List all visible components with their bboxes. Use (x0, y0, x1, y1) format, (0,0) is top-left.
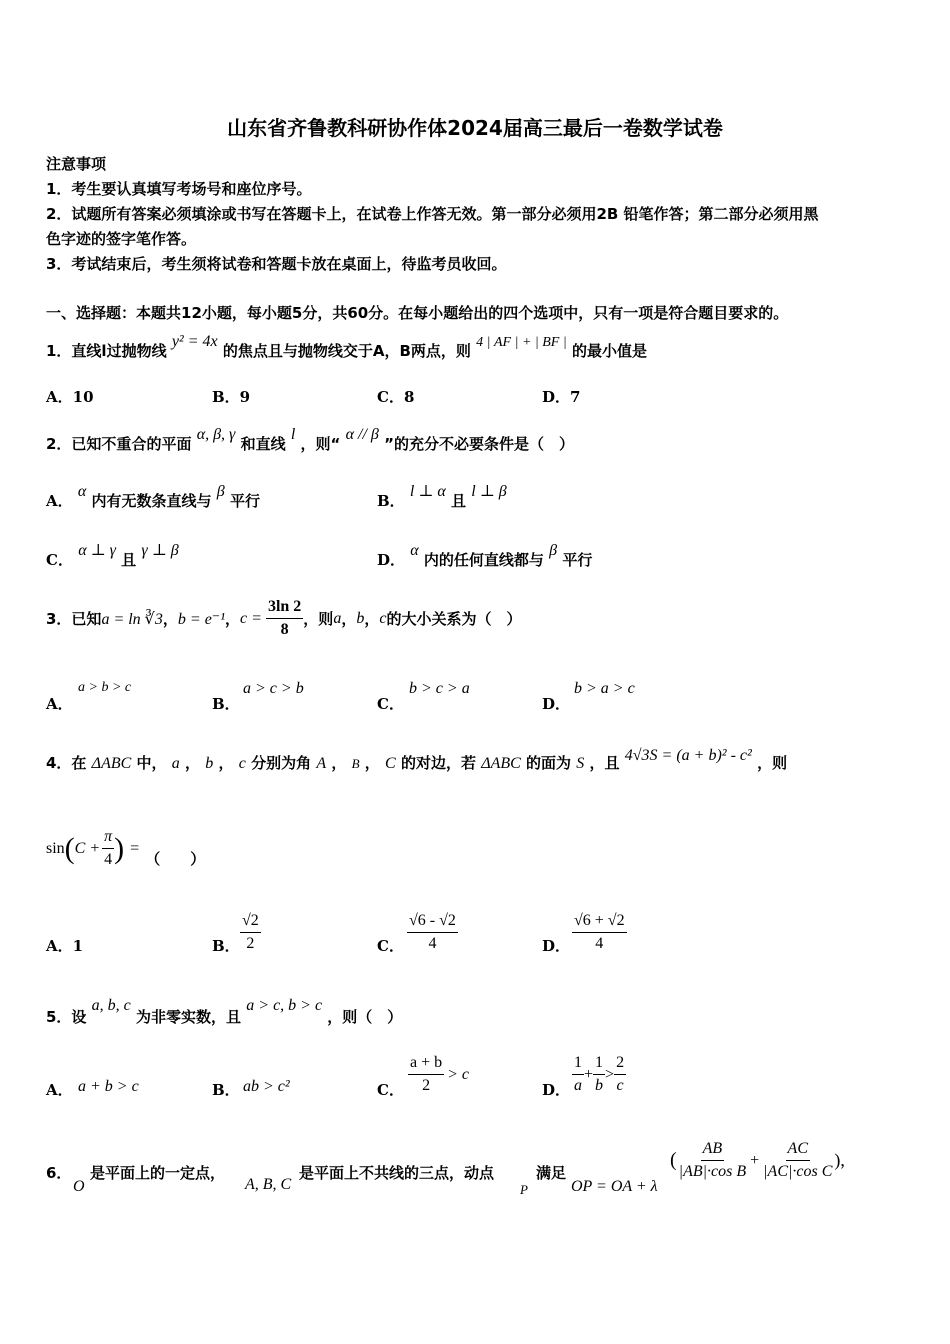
question-5 (46, 997, 403, 1027)
q2-option-a-text: 内有无数条直线与 (91, 492, 212, 510)
q5-d-num-3: 2 (614, 1052, 626, 1075)
q5-d-plus: + (584, 1065, 594, 1083)
q4-comma-1: ， (185, 754, 201, 772)
q6-text-4: 满足 (536, 1164, 567, 1182)
q2-option-c (46, 542, 179, 570)
q5-option-d-fraction-2 (593, 1052, 605, 1097)
q6-point-p: P (520, 1182, 528, 1197)
q4-option-c-numerator: √6 - √2 (407, 910, 458, 933)
q5-option-d-fraction-3 (614, 1052, 626, 1097)
q3-var-c: c (379, 609, 387, 627)
q4-option-b-label: B． (212, 937, 240, 955)
q3-option-a-label: A． (46, 695, 73, 713)
q4-triangle-2: ΔABC (481, 755, 521, 772)
q4-option-b-denominator: 2 (246, 935, 255, 952)
q4-pi-denominator: 4 (104, 851, 113, 868)
q2-option-c-math-2: γ ⊥ β (141, 542, 179, 559)
q1-eq-parabola: y² = 4x (171, 333, 218, 350)
q2-option-d-label: D． (377, 551, 406, 569)
q4-text-2: 中， (136, 754, 167, 772)
q2-text-1: 2．已知不重合的平面 (46, 435, 192, 453)
q6-text-2: 是平面上的一定点， (90, 1164, 226, 1182)
q2-text-2: 和直线 (240, 435, 286, 453)
q2-option-c-text: 且 (121, 551, 137, 569)
q4-sin-label: sin (46, 839, 65, 857)
question-3 (46, 596, 521, 641)
q4-option-b-fraction (240, 910, 261, 955)
q2-option-d-math-1: α (410, 542, 419, 559)
q6-fraction-2-denominator: |AC|·cos C (763, 1163, 833, 1180)
q3-c-denominator: 8 (280, 621, 289, 638)
section-heading: 一、选择题：本题共12小题，每小题5分，共60分。在每小题给出的四个选项中，只有一项是符合题目要求的。 (46, 304, 789, 322)
q6-vector-sum (670, 1138, 845, 1183)
q6-tail: ), (834, 1150, 845, 1170)
q4-var-c: c (238, 755, 246, 772)
q4-sin-expression (46, 826, 205, 871)
q2-option-d-math-2: β (549, 542, 558, 559)
q4-option-c-fraction (407, 910, 458, 955)
q6-left-paren: ( (670, 1149, 677, 1171)
q4-comma-2: ， (218, 754, 234, 772)
q6-fraction-2 (761, 1138, 834, 1183)
q5-d-num-2: 1 (593, 1052, 605, 1075)
q5-option-c-denominator: 2 (422, 1077, 431, 1094)
q2-option-c-label: C． (46, 551, 73, 569)
q3-c-lhs: c = (240, 609, 262, 627)
question-4 (46, 747, 788, 773)
q2-option-b-math-1: l ⊥ α (409, 483, 446, 500)
q4-text-5: 的面为 (526, 754, 572, 772)
q4-var-b: b (205, 755, 214, 772)
q4-option-d-denominator: 4 (595, 935, 604, 952)
question-2 (46, 426, 574, 454)
q2-eq-line: l (290, 426, 296, 443)
q3-var-b: b (356, 609, 365, 627)
q4-left-paren: ( (64, 831, 75, 865)
q3-c-fraction (266, 596, 303, 641)
q4-text-6: ，且 (589, 754, 620, 772)
q2-eq-planes: α, β, γ (196, 426, 236, 443)
q5-text-2: 为非零实数，且 (136, 1008, 242, 1026)
q4-text-3: 分别为角 (251, 754, 312, 772)
notice-item-3: 3．考试结束后，考生须将试卷和答题卡放在桌面上，待监考员收回。 (46, 255, 507, 273)
q5-option-a-label: A． (46, 1081, 73, 1099)
q5-option-a: a + b > c (78, 1078, 139, 1095)
q3-text-1: 3．已知 (46, 610, 102, 628)
q5-d-den-3: c (616, 1077, 624, 1094)
q4-area-s: S (576, 755, 585, 772)
q4-text-4: 的对边，若 (400, 754, 476, 772)
q3-option-d-label: D． (542, 695, 571, 713)
q3-option-b-label: B． (212, 695, 240, 713)
q3-text-3: 的大小关系为（ ） (386, 610, 522, 628)
q2-option-a (46, 483, 260, 511)
q3-var-a: a (333, 609, 342, 627)
q1-text-3: 的最小值是 (571, 342, 647, 360)
q3-option-b: a > c > b (243, 680, 304, 697)
q4-angle-c: C (385, 755, 396, 772)
q1-option-b: B．9 (212, 388, 251, 406)
q5-option-d (572, 1052, 626, 1097)
q1-option-c: C．8 (377, 388, 415, 406)
q4-condition-equation: 4√3S = (a + b)² - c² (624, 747, 752, 764)
q1-option-d: D．7 (542, 388, 581, 406)
q2-option-c-math-1: α ⊥ γ (78, 542, 116, 559)
q3-text-2: ，则 (303, 610, 334, 628)
q6-fraction-2-numerator: AC (786, 1138, 810, 1161)
q3-option-d: b > a > c (574, 680, 635, 697)
q1-text-1: 1．直线l过抛物线 (46, 342, 167, 360)
q5-d-num-1: 1 (572, 1052, 584, 1075)
q4-text-7: ，则 (757, 754, 788, 772)
q6-fraction-1 (677, 1138, 748, 1183)
notice-item-1: 1．考生要认真填写考场号和座位序号。 (46, 180, 312, 198)
q3-b-definition: b = e⁻¹ (177, 610, 226, 628)
q3-comma-1: ， (162, 610, 178, 628)
q5-text-1: 5．设 (46, 1008, 87, 1026)
q4-triangle-1: ΔABC (91, 755, 132, 772)
q4-text-1: 4．在 (46, 754, 87, 772)
q5-option-c-fraction (408, 1052, 444, 1097)
q3-comma-3: ， (341, 610, 357, 628)
q4-option-c-label: C． (377, 937, 404, 955)
q4-equals: = (130, 839, 140, 857)
notice-heading: 注意事项 (46, 155, 107, 173)
q2-option-b (377, 483, 507, 511)
q3-a-definition: a = ln ∛3 (101, 610, 163, 628)
q2-option-b-math-2: l ⊥ β (471, 483, 507, 500)
q1-text-2: 的焦点且与抛物线交于A，B两点，则 (222, 342, 471, 360)
q5-condition: a > c, b > c (246, 997, 323, 1014)
q3-comma-2: ， (225, 610, 241, 628)
q5-vars: a, b, c (91, 997, 131, 1014)
q2-option-d (377, 542, 593, 570)
q4-var-a: a (171, 755, 180, 772)
q6-points-abc: A, B, C (245, 1176, 292, 1193)
q2-option-a-math-2: β (216, 483, 225, 500)
q2-text-4: ”的充分不必要条件是（ ） (384, 435, 574, 453)
q4-pi-fraction (102, 826, 114, 871)
q6-equation: OP = OA + λ (571, 1178, 658, 1195)
q5-option-c-label: C． (377, 1081, 404, 1099)
q3-option-a: a > b > c (78, 680, 132, 695)
q1-eq-expression: 4 | AF | + | BF | (476, 335, 567, 350)
q2-option-d-text: 内的任何直线都与 (423, 551, 544, 569)
q6-fraction-1-numerator: AB (701, 1138, 725, 1161)
q4-answer-blank: （ ） (145, 850, 206, 868)
q4-comma-4: ， (364, 754, 380, 772)
q5-option-c-numerator: a + b (408, 1052, 444, 1075)
q5-d-den-1: a (574, 1077, 582, 1094)
q2-eq-parallel: α // β (345, 426, 379, 443)
q3-option-c: b > c > a (409, 680, 470, 697)
q4-option-a: A．1 (46, 937, 84, 955)
q4-angle-b: B (351, 756, 360, 771)
q5-d-den-2: b (595, 1077, 604, 1094)
q4-sin-arg: C + (74, 839, 101, 857)
q4-option-d-fraction (572, 910, 627, 955)
q2-option-a-text-2: 平行 (229, 492, 260, 510)
notice-item-2b: 色字迹的签字笔作答。 (46, 230, 197, 248)
q5-text-3: ，则（ ） (327, 1008, 403, 1026)
q6-text-3: 是平面上不共线的三点，动点 (299, 1164, 495, 1182)
q4-pi-numerator: π (102, 826, 114, 849)
q5-option-d-fraction-1 (572, 1052, 584, 1097)
q5-option-c (408, 1052, 469, 1097)
q2-option-a-math-1: α (77, 483, 87, 500)
q6-number: 6． (46, 1164, 72, 1182)
q2-option-b-label: B． (377, 492, 405, 510)
q4-option-d-numerator: √6 + √2 (572, 910, 627, 933)
q3-c-numerator: 3ln 2 (266, 596, 303, 619)
q4-option-c-denominator: 4 (428, 935, 437, 952)
q5-option-c-tail: > c (447, 1065, 470, 1083)
q6-point-o: O (73, 1178, 85, 1195)
q5-option-b-label: B． (212, 1081, 240, 1099)
q4-angle-a: A (316, 755, 327, 772)
notice-item-2a: 2．试题所有答案必须填涂或书写在答题卡上，在试卷上作答无效。第一部分必须用2B 铅笔作答；第二部分必须用黑 (46, 205, 819, 223)
q2-text-3: ，则“ (300, 435, 341, 453)
q4-right-paren: ) (114, 831, 125, 865)
q2-option-d-text-2: 平行 (562, 551, 593, 569)
q4-comma-3: ， (331, 754, 347, 772)
q4-option-b-numerator: √2 (240, 910, 261, 933)
q4-option-d-label: D． (542, 937, 571, 955)
page-title: 山东省齐鲁教科研协作体2024届高三最后一卷数学试卷 (227, 116, 723, 140)
question-1 (46, 333, 647, 361)
q2-option-a-label: A． (46, 492, 73, 510)
q1-option-a: A．10 (46, 388, 94, 406)
q5-option-b: ab > c² (243, 1078, 290, 1095)
q2-option-b-text: 且 (451, 492, 467, 510)
q5-d-gt: > (605, 1065, 615, 1083)
q6-plus: + (750, 1151, 760, 1169)
q3-comma-4: ， (364, 610, 380, 628)
q3-option-c-label: C． (377, 695, 404, 713)
q5-option-d-label: D． (542, 1081, 571, 1099)
q6-fraction-1-denominator: |AB|·cos B (678, 1163, 747, 1180)
